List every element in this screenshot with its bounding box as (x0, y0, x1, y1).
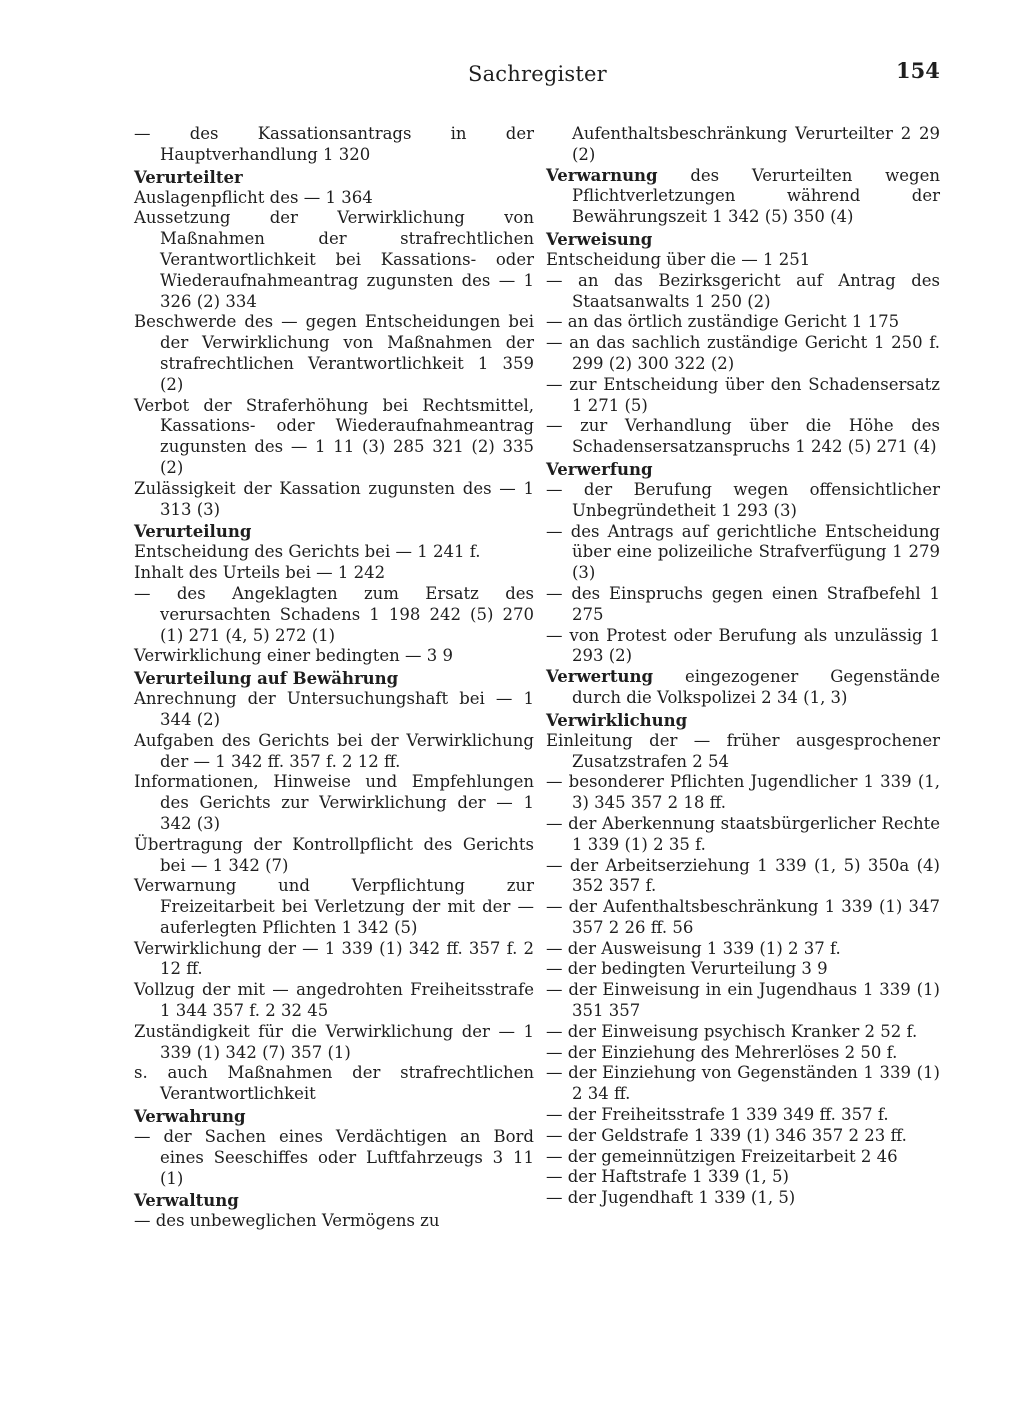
index-entry: Vollzug der mit — angedrohten Freiheitsstrafe 1 344 357 f. 2 32 45 (134, 980, 534, 1021)
index-subentry: — der Jugendhaft 1 339 (1, 5) (546, 1188, 796, 1208)
index-subentry: — an das örtlich zuständige Gericht 1 175 (546, 312, 900, 332)
index-subentry: — der Arbeitserziehung 1 339 (1, 5) 350a (4) 352 357 f. (546, 855, 940, 896)
index-subentry: — des Einspruchs gegen einen Strafbefehl 1 275 (546, 583, 940, 624)
index-subentry: — der bedingten Verurteilung 3 9 (546, 959, 828, 979)
index-subentry: — der Berufung wegen offensichtlicher Unbegründetheit 1 293 (3) (546, 479, 940, 520)
index-entry: Beschwerde des — gegen Entscheidungen bei der Verwirklichung von Maßnahmen der strafrechtlichen Verantwortlichkeit 1 359 (2) (134, 312, 534, 394)
index-subentry: — der Einweisung in ein Jugendhaus 1 339 (1) 351 357 (546, 980, 940, 1021)
index-entry: Verwirklichung der — 1 339 (1) 342 ff. 357 f. 2 12 ff. (134, 938, 534, 979)
index-subentry: — des unbeweglichen Vermögens zu (134, 1211, 440, 1231)
index-subentry: — der Einziehung von Gegenständen 1 339 (1) 2 34 ff. (546, 1063, 940, 1104)
right-column (546, 124, 940, 1209)
index-subentry: — des Kassationsantrags in der Hauptverhandlung 1 320 (134, 124, 534, 164)
page-number: 154 (896, 58, 940, 83)
index-entry (546, 166, 940, 228)
index-heading: Verwahrung (134, 1107, 246, 1127)
page-title: Sachregister (468, 62, 607, 86)
index-heading: Verurteilter (134, 167, 243, 187)
index-heading: Verwerfung (546, 459, 653, 479)
index-heading: Verwertung (546, 667, 654, 687)
index-heading: Verwirklichung (546, 710, 688, 730)
index-entry-continuation: Aufenthaltsbeschränkung Verurteilter 2 29 (2) (572, 124, 940, 164)
index-entry: Entscheidung des Gerichts bei — 1 241 f. (134, 542, 481, 562)
index-entry: Zuständigkeit für die Verwirklichung der — 1 339 (1) 342 (7) 357 (1) (134, 1021, 534, 1062)
left-column (134, 124, 534, 1232)
index-heading: Verwarnung (546, 165, 658, 185)
index-entry: Inhalt des Urteils bei — 1 242 (134, 563, 386, 583)
index-entry: Übertragung der Kontrollpflicht des Gerichts bei — 1 342 (7) (134, 834, 534, 875)
index-entry: Verwirklichung einer bedingten — 3 9 (134, 646, 453, 666)
index-subentry: — der Ausweisung 1 339 (1) 2 37 f. (546, 938, 841, 958)
index-subentry: — zur Entscheidung über den Schadensersatz 1 271 (5) (546, 374, 940, 415)
index-entry: Verbot der Straferhöhung bei Rechtsmittel, Kassations- oder Wiederaufnahmeantrag zugunsten des — 1 11 (3) 285 321 (2) 335 (2) (134, 395, 534, 477)
index-heading: Verurteilung (134, 522, 252, 542)
index-heading: Verwaltung (134, 1191, 239, 1211)
index-subentry: — besonderer Pflichten Jugendlicher 1 339 (1, 3) 345 357 2 18 ff. (546, 772, 940, 813)
index-subentry: — der Freiheitsstrafe 1 339 349 ff. 357 f. (546, 1105, 889, 1125)
index-subentry: — zur Verhandlung über die Höhe des Schadensersatzanspruchs 1 242 (5) 271 (4) (546, 416, 940, 457)
index-subentry: — der Aberkennung staatsbürgerlicher Rechte 1 339 (1) 2 35 f. (546, 813, 940, 854)
index-subentry: — der Einweisung psychisch Kranker 2 52 f. (546, 1021, 918, 1041)
index-subentry: — an das Bezirksgericht auf Antrag des Staatsanwalts 1 250 (2) (546, 270, 940, 311)
index-subentry: — von Protest oder Berufung als unzulässig 1 293 (2) (546, 625, 940, 666)
index-subentry: — des Angeklagten zum Ersatz des verursachten Schadens 1 198 242 (5) 270 (1) 271 (4, 5) 272 (1) (134, 583, 534, 645)
index-subentry: — der Geldstrafe 1 339 (1) 346 357 2 23 ff. (546, 1125, 907, 1145)
index-heading: Verurteilung auf Bewährung (134, 669, 399, 689)
index-entry: Entscheidung über die — 1 251 (546, 249, 811, 269)
index-heading: Verweisung (546, 229, 653, 249)
index-subentry: — des Antrags auf gerichtliche Entscheidung über eine polizeiliche Strafverfügung 1 279 (3) (546, 521, 940, 583)
index-subentry: — an das sachlich zuständige Gericht 1 250 f. 299 (2) 300 322 (2) (546, 333, 940, 373)
index-subentry: — der Aufenthaltsbeschränkung 1 339 (1) 347 357 2 26 ff. 56 (546, 897, 940, 937)
index-entry: s. auch Maßnahmen der strafrechtlichen Verantwortlichkeit (134, 1063, 534, 1104)
index-entry: Aufgaben des Gerichts bei der Verwirklichung der — 1 342 ff. 357 f. 2 12 ff. (134, 730, 534, 771)
index-entry: Verwarnung und Verpflichtung zur Freizeitarbeit bei Verletzung der mit der — auferlegten Pflichten 1 342 (5) (134, 876, 534, 937)
index-entry-text: des Verurteilten wegen Pflichtverletzungen während der Bewährungszeit 1 342 (5) 350 (4) (572, 165, 940, 227)
index-entry (546, 667, 940, 709)
index-entry: Einleitung der — früher ausgesprochener Zusatzstrafen 2 54 (546, 730, 940, 771)
index-subentry: — der gemeinnützigen Freizeitarbeit 2 46 (546, 1146, 898, 1166)
index-subentry: — der Einziehung des Mehrerlöses 2 50 f. (546, 1042, 898, 1062)
index-entry: Zulässigkeit der Kassation zugunsten des — 1 313 (3) (134, 478, 534, 519)
index-subentry: — der Sachen eines Verdächtigen an Bord eines Seeschiffes oder Luftfahrzeugs 3 11 (1) (134, 1127, 534, 1188)
index-entry: Aussetzung der Verwirklichung von Maßnahmen der strafrechtlichen Verantwortlichkeit bei Kassations- oder Wiederaufnahmeantrag zugunsten des — 1 326 (2) 334 (134, 208, 534, 311)
index-entry: Informationen, Hinweise und Empfehlungen des Gerichts zur Verwirklichung der — 1 342 (3) (134, 772, 534, 833)
index-subentry: — der Haftstrafe 1 339 (1, 5) (546, 1167, 789, 1187)
index-entry: Auslagenpflicht des — 1 364 (134, 187, 373, 207)
index-entry-text: eingezogener Gegenstände durch die Volkspolizei 2 34 (1, 3) (572, 667, 940, 707)
index-entry: Anrechnung der Untersuchungshaft bei — 1 344 (2) (134, 689, 534, 729)
